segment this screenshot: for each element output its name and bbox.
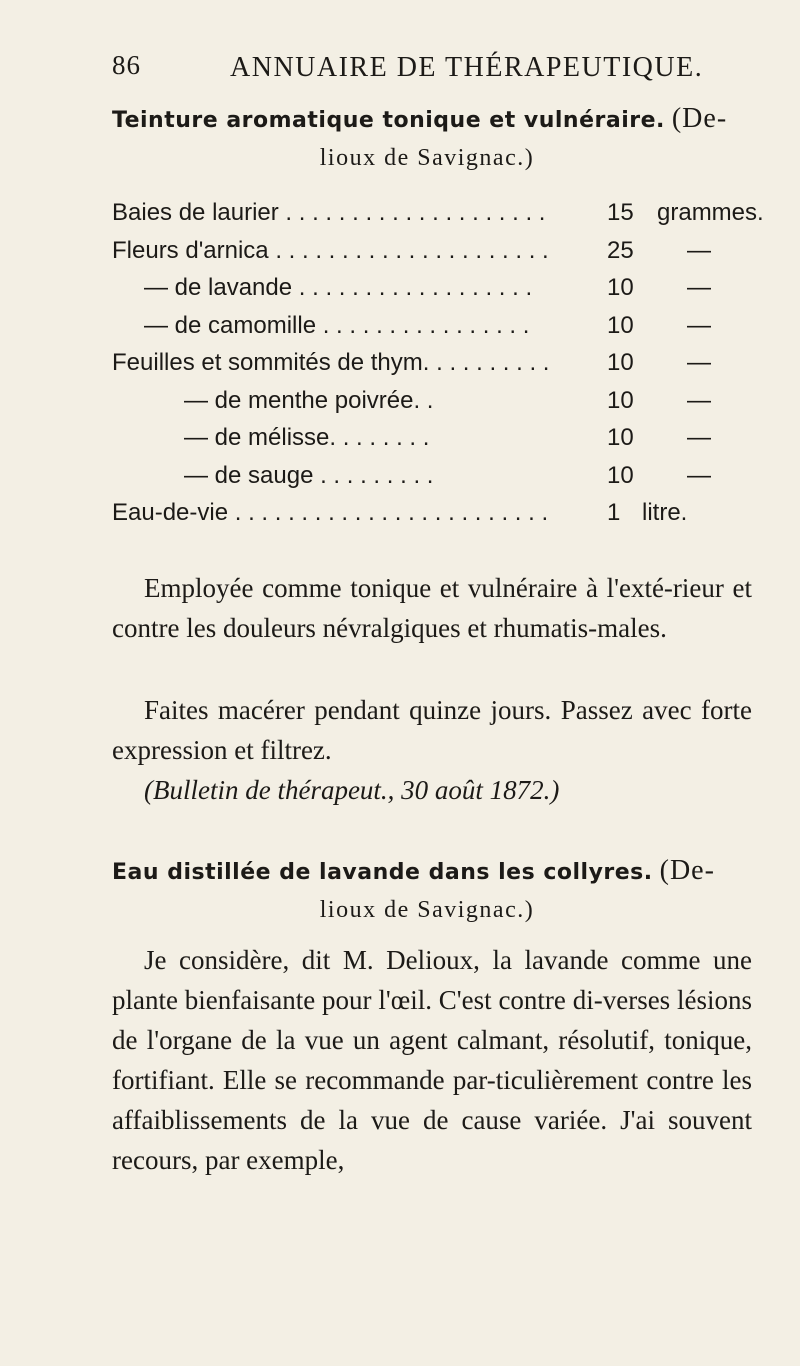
ingredient-quantity: 10: [607, 349, 634, 376]
running-head: ANNUAIRE DE THÉRAPEUTIQUE.: [230, 52, 704, 83]
ingredient-name: — de camomille . . . . . . . . . . . . . . . .: [144, 311, 530, 339]
ingredient-name: — de lavande . . . . . . . . . . . . . . . . . .: [144, 274, 533, 301]
ingredient-name: Fleurs d'arnica . . . . . . . . . . . . . . . . . . . . .: [112, 236, 549, 264]
ingredient-row: [112, 382, 752, 420]
ingredient-list: [112, 194, 764, 532]
ingredient-name: — de menthe poivrée. .: [184, 386, 434, 414]
article-2-title: [112, 850, 742, 928]
article-1-paragraph-usage: Employée comme tonique et vulnéraire à l'exté-rieur et contre les douleurs névralgiques et rhumatis-males.: [112, 573, 752, 643]
page-header: [112, 50, 752, 90]
ingredient-name: Eau-de-vie . . . . . . . . . . . . . . . . . . . . . . . .: [112, 499, 549, 526]
ingredient-quantity: 10: [607, 386, 634, 414]
ingredient-unit: litre.: [642, 499, 688, 526]
article-2-title-lead: Eau distillée de lavande dans les collyres.: [112, 860, 653, 885]
article-1-title: [112, 98, 742, 176]
article-1-title-author-a: (De-: [671, 103, 728, 134]
ingredient-row: [112, 419, 752, 457]
ingredient-row: [112, 269, 752, 307]
ingredient-row: [112, 194, 764, 232]
ingredient-unit: —: [687, 424, 711, 451]
ingredient-row: [112, 457, 752, 495]
ingredient-row: [112, 307, 752, 345]
ingredient-name: — de sauge . . . . . . . . .: [184, 461, 434, 489]
article-2-paragraph: Je considère, dit M. Delioux, la lavande comme une plante bienfaisante pour l'œil. C'est contre di-verses lésions de l'organe de la vue un agent calmant, résolutif, tonique, fortifiant. Elle se recommande par-ticulièrement contre les affaiblissements de la vue de cause variée. J'ai souvent recours, par exemple,: [112, 945, 752, 1175]
ingredient-quantity: 10: [607, 461, 634, 489]
ingredient-row: [112, 344, 752, 382]
article-1-title-author-b: lioux de Savignac.): [319, 145, 535, 171]
ingredient-unit: —: [687, 461, 711, 489]
ingredient-quantity: 25: [607, 236, 634, 264]
ingredient-quantity: 15: [607, 199, 634, 226]
ingredient-unit: —: [687, 311, 711, 339]
page-number: 86: [112, 50, 141, 80]
ingredient-row: [112, 494, 752, 532]
ingredient-quantity: 10: [607, 311, 634, 339]
ingredient-unit: —: [687, 386, 711, 414]
ingredient-unit: —: [687, 274, 711, 301]
article-2-title-author-b: lioux de Savignac.): [319, 897, 535, 923]
ingredient-name: — de mélisse. . . . . . . .: [184, 424, 430, 451]
article-1-citation: [112, 770, 752, 810]
ingredient-quantity: 10: [607, 424, 634, 451]
ingredient-unit: —: [687, 236, 711, 264]
ingredient-quantity: 1: [607, 499, 621, 526]
citation-text: (Bulletin de thérapeut., 30 août 1872.): [144, 775, 560, 805]
article-2-title-author-a: (De-: [659, 855, 715, 886]
ingredient-name: Baies de laurier . . . . . . . . . . . . . . . . . . . .: [112, 199, 546, 226]
ingredient-quantity: 10: [607, 274, 634, 301]
article-1-title-lead: Teinture aromatique tonique et vulnéraire.: [112, 108, 665, 133]
ingredient-name: Feuilles et sommités de thym. . . . . . . . . .: [112, 349, 550, 376]
ingredient-row: [112, 232, 752, 270]
ingredient-unit: grammes.: [657, 199, 764, 226]
article-1-paragraph-preparation: Faites macérer pendant quinze jours. Passez avec forte expression et filtrez.: [112, 695, 752, 765]
ingredient-unit: —: [687, 349, 711, 376]
